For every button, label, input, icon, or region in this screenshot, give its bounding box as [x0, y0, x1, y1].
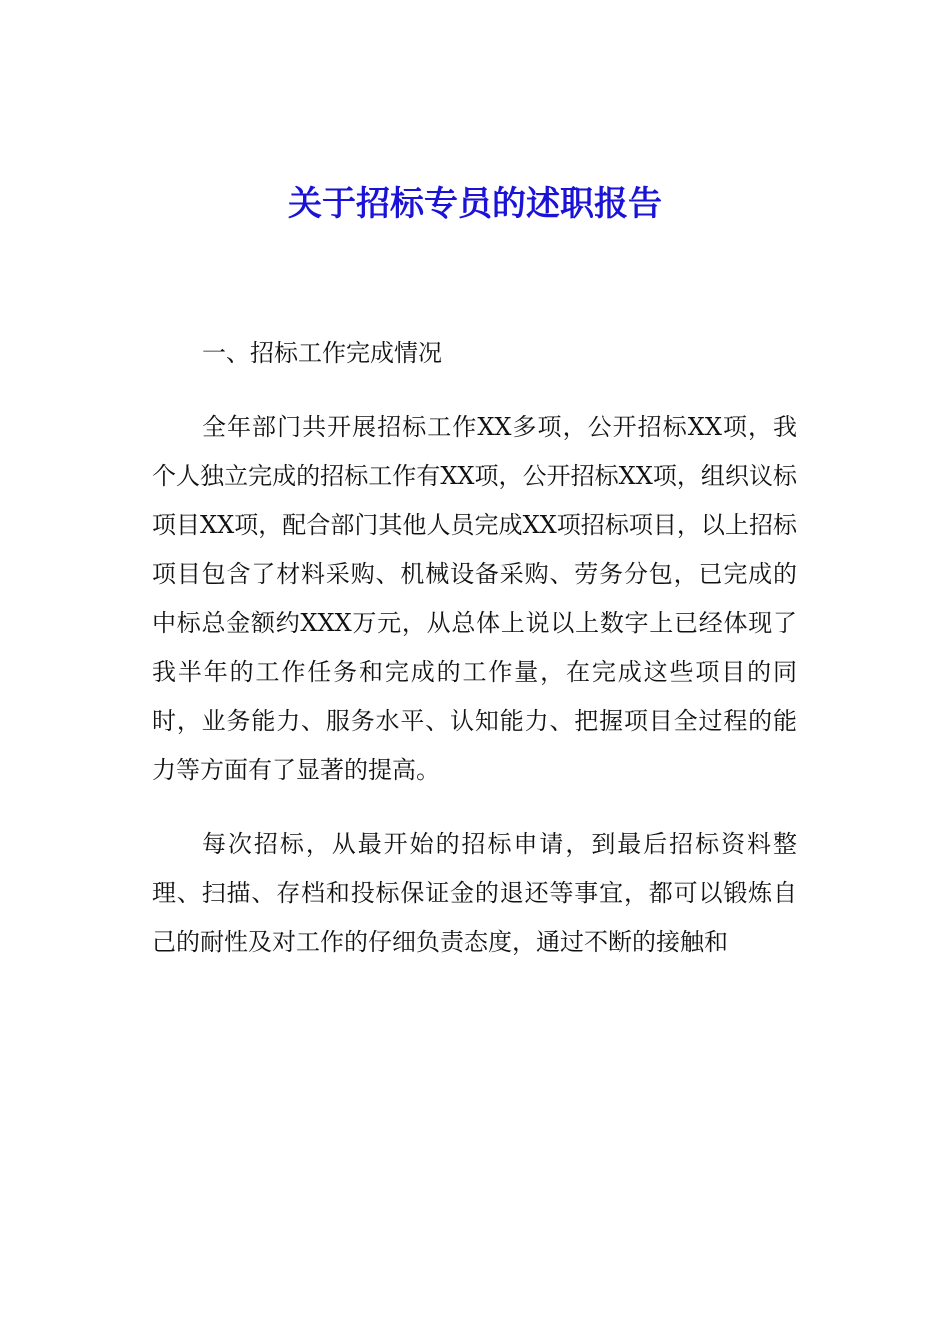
paragraph-each-tender: 每次招标，从最开始的招标申请，到最后招标资料整理、扫描、存档和投标保证金的退还等事宜，都可以锻炼自己的耐性及对工作的仔细负责态度，通过不断的接触和	[152, 830, 797, 956]
document-body	[152, 329, 797, 992]
paragraph-work-summary: 全年部门共开展招标工作XX多项，公开招标XX项，我个人独立完成的招标工作有XX项，公开招标XX项，组织议标项目XX项，配合部门其他人员完成XX项招标项目，以上招标项目包含了材料采购、机械设备采购、劳务分包，已完成的中标总金额约XXX万元，从总体上说以上数字上已经体现了我半年的工作任务和完成的工作量，在完成这些项目的同时，业务能力、服务水平、认知能力、把握项目全过程的能力等方面有了显著的提高。	[152, 413, 797, 784]
document-title: 关于招标专员的述职报告	[288, 184, 662, 224]
section-heading: 一、招标工作完成情况	[202, 339, 442, 367]
